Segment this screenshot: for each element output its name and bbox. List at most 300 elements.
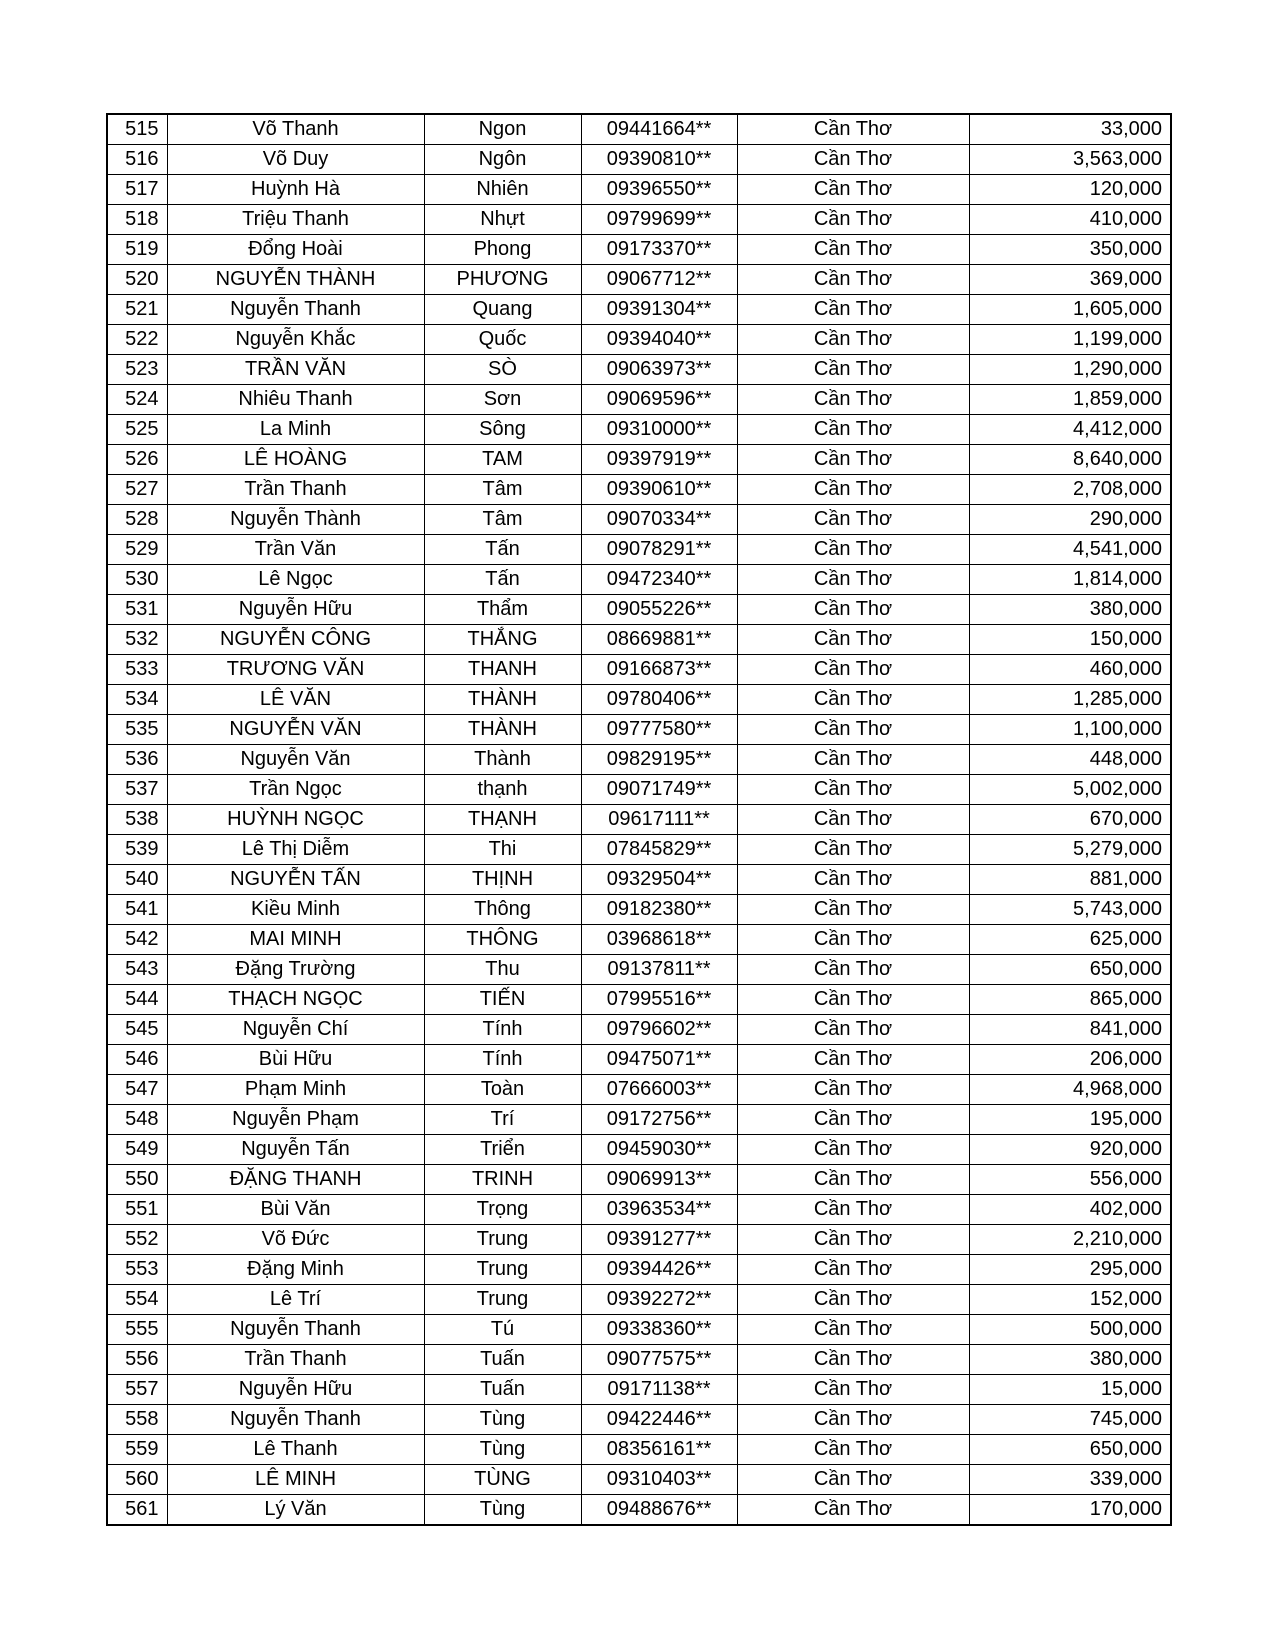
amount-cell: 170,000: [969, 1495, 1171, 1526]
roster-table: [106, 113, 1172, 1526]
amount-cell: 4,968,000: [969, 1075, 1171, 1105]
row-number-cell: 539: [107, 835, 167, 865]
table-row: [107, 415, 1171, 445]
amount-cell: 5,743,000: [969, 895, 1171, 925]
amount-cell: 120,000: [969, 175, 1171, 205]
amount-cell: 625,000: [969, 925, 1171, 955]
table-row: [107, 745, 1171, 775]
city-cell: Cần Thơ: [737, 985, 969, 1015]
given-name-cell: Tấn: [424, 535, 581, 565]
row-number-cell: 523: [107, 355, 167, 385]
city-cell: Cần Thơ: [737, 1465, 969, 1495]
city-cell: Cần Thơ: [737, 295, 969, 325]
table-row: [107, 145, 1171, 175]
city-cell: Cần Thơ: [737, 1255, 969, 1285]
amount-cell: 865,000: [969, 985, 1171, 1015]
given-name-cell: Trí: [424, 1105, 581, 1135]
given-name-cell: Thi: [424, 835, 581, 865]
amount-cell: 841,000: [969, 1015, 1171, 1045]
surname-middle-name-cell: Nguyễn Hữu: [167, 1375, 424, 1405]
surname-middle-name-cell: Nguyễn Văn: [167, 745, 424, 775]
table-row: [107, 535, 1171, 565]
surname-middle-name-cell: Huỳnh Hà: [167, 175, 424, 205]
surname-middle-name-cell: NGUYỄN THÀNH: [167, 265, 424, 295]
phone-number-cell: 09173370**: [581, 235, 737, 265]
phone-number-cell: 09459030**: [581, 1135, 737, 1165]
table-row: [107, 235, 1171, 265]
surname-middle-name-cell: LÊ HOÀNG: [167, 445, 424, 475]
table-row: [107, 1105, 1171, 1135]
given-name-cell: TÙNG: [424, 1465, 581, 1495]
phone-number-cell: 09390610**: [581, 475, 737, 505]
city-cell: Cần Thơ: [737, 505, 969, 535]
row-number-cell: 547: [107, 1075, 167, 1105]
amount-cell: 380,000: [969, 595, 1171, 625]
row-number-cell: 553: [107, 1255, 167, 1285]
surname-middle-name-cell: La Minh: [167, 415, 424, 445]
row-number-cell: 516: [107, 145, 167, 175]
given-name-cell: Thẩm: [424, 595, 581, 625]
city-cell: Cần Thơ: [737, 1285, 969, 1315]
city-cell: Cần Thơ: [737, 535, 969, 565]
row-number-cell: 536: [107, 745, 167, 775]
row-number-cell: 550: [107, 1165, 167, 1195]
row-number-cell: 531: [107, 595, 167, 625]
surname-middle-name-cell: Đặng Trường: [167, 955, 424, 985]
given-name-cell: PHƯƠNG: [424, 265, 581, 295]
table-row: [107, 1435, 1171, 1465]
surname-middle-name-cell: Triệu Thanh: [167, 205, 424, 235]
city-cell: Cần Thơ: [737, 235, 969, 265]
surname-middle-name-cell: Bùi Văn: [167, 1195, 424, 1225]
city-cell: Cần Thơ: [737, 1435, 969, 1465]
surname-middle-name-cell: LÊ MINH: [167, 1465, 424, 1495]
phone-number-cell: 09796602**: [581, 1015, 737, 1045]
table-row: [107, 1165, 1171, 1195]
row-number-cell: 525: [107, 415, 167, 445]
surname-middle-name-cell: Trần Thanh: [167, 475, 424, 505]
table-row: [107, 265, 1171, 295]
row-number-cell: 522: [107, 325, 167, 355]
city-cell: Cần Thơ: [737, 265, 969, 295]
phone-number-cell: 03963534**: [581, 1195, 737, 1225]
surname-middle-name-cell: Nguyễn Thanh: [167, 1405, 424, 1435]
row-number-cell: 534: [107, 685, 167, 715]
given-name-cell: THẠNH: [424, 805, 581, 835]
phone-number-cell: 09172756**: [581, 1105, 737, 1135]
table-row: [107, 565, 1171, 595]
amount-cell: 1,290,000: [969, 355, 1171, 385]
surname-middle-name-cell: Nguyễn Phạm: [167, 1105, 424, 1135]
surname-middle-name-cell: Lê Thị Diễm: [167, 835, 424, 865]
phone-number-cell: 09799699**: [581, 205, 737, 235]
city-cell: Cần Thơ: [737, 114, 969, 145]
given-name-cell: TIẾN: [424, 985, 581, 1015]
row-number-cell: 533: [107, 655, 167, 685]
phone-number-cell: 09055226**: [581, 595, 737, 625]
table-row: [107, 655, 1171, 685]
table-row: [107, 385, 1171, 415]
city-cell: Cần Thơ: [737, 925, 969, 955]
given-name-cell: Triển: [424, 1135, 581, 1165]
given-name-cell: Toàn: [424, 1075, 581, 1105]
given-name-cell: Tuấn: [424, 1375, 581, 1405]
phone-number-cell: 09338360**: [581, 1315, 737, 1345]
city-cell: Cần Thơ: [737, 745, 969, 775]
phone-number-cell: 09391277**: [581, 1225, 737, 1255]
row-number-cell: 535: [107, 715, 167, 745]
row-number-cell: 558: [107, 1405, 167, 1435]
phone-number-cell: 09396550**: [581, 175, 737, 205]
phone-number-cell: 09069596**: [581, 385, 737, 415]
table-row: [107, 895, 1171, 925]
given-name-cell: Nhựt: [424, 205, 581, 235]
amount-cell: 290,000: [969, 505, 1171, 535]
amount-cell: 3,563,000: [969, 145, 1171, 175]
given-name-cell: Phong: [424, 235, 581, 265]
city-cell: Cần Thơ: [737, 355, 969, 385]
phone-number-cell: 09063973**: [581, 355, 737, 385]
amount-cell: 2,210,000: [969, 1225, 1171, 1255]
surname-middle-name-cell: Nguyễn Thanh: [167, 295, 424, 325]
table-row: [107, 295, 1171, 325]
table-row: [107, 1465, 1171, 1495]
table-row: [107, 865, 1171, 895]
surname-middle-name-cell: NGUYỄN TẤN: [167, 865, 424, 895]
city-cell: Cần Thơ: [737, 865, 969, 895]
amount-cell: 295,000: [969, 1255, 1171, 1285]
phone-number-cell: 09182380**: [581, 895, 737, 925]
city-cell: Cần Thơ: [737, 1015, 969, 1045]
table-row: [107, 325, 1171, 355]
amount-cell: 4,541,000: [969, 535, 1171, 565]
surname-middle-name-cell: Trần Ngọc: [167, 775, 424, 805]
phone-number-cell: 08669881**: [581, 625, 737, 655]
surname-middle-name-cell: Đặng Minh: [167, 1255, 424, 1285]
city-cell: Cần Thơ: [737, 175, 969, 205]
row-number-cell: 528: [107, 505, 167, 535]
phone-number-cell: 09069913**: [581, 1165, 737, 1195]
row-number-cell: 560: [107, 1465, 167, 1495]
given-name-cell: SÒ: [424, 355, 581, 385]
phone-number-cell: 09166873**: [581, 655, 737, 685]
phone-number-cell: 09310403**: [581, 1465, 737, 1495]
phone-number-cell: 03968618**: [581, 925, 737, 955]
row-number-cell: 519: [107, 235, 167, 265]
table-row: [107, 1285, 1171, 1315]
amount-cell: 448,000: [969, 745, 1171, 775]
row-number-cell: 532: [107, 625, 167, 655]
row-number-cell: 546: [107, 1045, 167, 1075]
given-name-cell: Quang: [424, 295, 581, 325]
table-row: [107, 1045, 1171, 1075]
given-name-cell: Tâm: [424, 475, 581, 505]
surname-middle-name-cell: NGUYỄN CÔNG: [167, 625, 424, 655]
row-number-cell: 540: [107, 865, 167, 895]
table-row: [107, 955, 1171, 985]
surname-middle-name-cell: Nguyễn Thanh: [167, 1315, 424, 1345]
given-name-cell: THÀNH: [424, 685, 581, 715]
phone-number-cell: 07995516**: [581, 985, 737, 1015]
phone-number-cell: 09391304**: [581, 295, 737, 325]
city-cell: Cần Thơ: [737, 835, 969, 865]
given-name-cell: Tuấn: [424, 1345, 581, 1375]
city-cell: Cần Thơ: [737, 1225, 969, 1255]
row-number-cell: 544: [107, 985, 167, 1015]
table-row: [107, 1315, 1171, 1345]
city-cell: Cần Thơ: [737, 385, 969, 415]
amount-cell: 650,000: [969, 955, 1171, 985]
phone-number-cell: 09780406**: [581, 685, 737, 715]
surname-middle-name-cell: HUỲNH NGỌC: [167, 805, 424, 835]
city-cell: Cần Thơ: [737, 685, 969, 715]
table-row: [107, 1405, 1171, 1435]
given-name-cell: thạnh: [424, 775, 581, 805]
city-cell: Cần Thơ: [737, 475, 969, 505]
city-cell: Cần Thơ: [737, 1345, 969, 1375]
amount-cell: 369,000: [969, 265, 1171, 295]
given-name-cell: Ngôn: [424, 145, 581, 175]
phone-number-cell: 09422446**: [581, 1405, 737, 1435]
surname-middle-name-cell: Võ Đức: [167, 1225, 424, 1255]
row-number-cell: 548: [107, 1105, 167, 1135]
row-number-cell: 556: [107, 1345, 167, 1375]
city-cell: Cần Thơ: [737, 595, 969, 625]
table-row: [107, 775, 1171, 805]
surname-middle-name-cell: THẠCH NGỌC: [167, 985, 424, 1015]
city-cell: Cần Thơ: [737, 715, 969, 745]
row-number-cell: 542: [107, 925, 167, 955]
city-cell: Cần Thơ: [737, 1045, 969, 1075]
surname-middle-name-cell: Lê Trí: [167, 1285, 424, 1315]
row-number-cell: 561: [107, 1495, 167, 1526]
given-name-cell: Trung: [424, 1285, 581, 1315]
table-row: [107, 175, 1171, 205]
phone-number-cell: 09078291**: [581, 535, 737, 565]
amount-cell: 15,000: [969, 1375, 1171, 1405]
given-name-cell: Sơn: [424, 385, 581, 415]
surname-middle-name-cell: Lê Ngọc: [167, 565, 424, 595]
amount-cell: 8,640,000: [969, 445, 1171, 475]
amount-cell: 339,000: [969, 1465, 1171, 1495]
phone-number-cell: 07666003**: [581, 1075, 737, 1105]
surname-middle-name-cell: Lê Thanh: [167, 1435, 424, 1465]
phone-number-cell: 09310000**: [581, 415, 737, 445]
city-cell: Cần Thơ: [737, 625, 969, 655]
phone-number-cell: 09394040**: [581, 325, 737, 355]
city-cell: Cần Thơ: [737, 1405, 969, 1435]
surname-middle-name-cell: LÊ VĂN: [167, 685, 424, 715]
amount-cell: 881,000: [969, 865, 1171, 895]
phone-number-cell: 09397919**: [581, 445, 737, 475]
given-name-cell: Trung: [424, 1225, 581, 1255]
table-row: [107, 1135, 1171, 1165]
table-row: [107, 685, 1171, 715]
amount-cell: 745,000: [969, 1405, 1171, 1435]
given-name-cell: Tính: [424, 1015, 581, 1045]
row-number-cell: 537: [107, 775, 167, 805]
surname-middle-name-cell: Nguyễn Chí: [167, 1015, 424, 1045]
phone-number-cell: 09070334**: [581, 505, 737, 535]
table-row: [107, 835, 1171, 865]
amount-cell: 556,000: [969, 1165, 1171, 1195]
table-row: [107, 1495, 1171, 1526]
city-cell: Cần Thơ: [737, 325, 969, 355]
amount-cell: 380,000: [969, 1345, 1171, 1375]
row-number-cell: 529: [107, 535, 167, 565]
amount-cell: 410,000: [969, 205, 1171, 235]
city-cell: Cần Thơ: [737, 1315, 969, 1345]
given-name-cell: THẮNG: [424, 625, 581, 655]
amount-cell: 5,279,000: [969, 835, 1171, 865]
city-cell: Cần Thơ: [737, 1375, 969, 1405]
given-name-cell: THÀNH: [424, 715, 581, 745]
amount-cell: 1,859,000: [969, 385, 1171, 415]
amount-cell: 920,000: [969, 1135, 1171, 1165]
roster-table-body: [107, 114, 1171, 1525]
surname-middle-name-cell: Nhiêu Thanh: [167, 385, 424, 415]
city-cell: Cần Thơ: [737, 775, 969, 805]
amount-cell: 4,412,000: [969, 415, 1171, 445]
phone-number-cell: 09394426**: [581, 1255, 737, 1285]
row-number-cell: 526: [107, 445, 167, 475]
surname-middle-name-cell: NGUYỄN VĂN: [167, 715, 424, 745]
city-cell: Cần Thơ: [737, 415, 969, 445]
phone-number-cell: 09475071**: [581, 1045, 737, 1075]
table-row: [107, 1195, 1171, 1225]
row-number-cell: 521: [107, 295, 167, 325]
row-number-cell: 527: [107, 475, 167, 505]
row-number-cell: 538: [107, 805, 167, 835]
table-row: [107, 1075, 1171, 1105]
row-number-cell: 555: [107, 1315, 167, 1345]
given-name-cell: Trọng: [424, 1195, 581, 1225]
given-name-cell: THÔNG: [424, 925, 581, 955]
phone-number-cell: 08356161**: [581, 1435, 737, 1465]
phone-number-cell: 09137811**: [581, 955, 737, 985]
surname-middle-name-cell: Đổng Hoài: [167, 235, 424, 265]
row-number-cell: 541: [107, 895, 167, 925]
amount-cell: 350,000: [969, 235, 1171, 265]
amount-cell: 195,000: [969, 1105, 1171, 1135]
amount-cell: 33,000: [969, 114, 1171, 145]
phone-number-cell: 09077575**: [581, 1345, 737, 1375]
surname-middle-name-cell: Phạm Minh: [167, 1075, 424, 1105]
surname-middle-name-cell: Nguyễn Thành: [167, 505, 424, 535]
table-row: [107, 205, 1171, 235]
city-cell: Cần Thơ: [737, 145, 969, 175]
given-name-cell: THANH: [424, 655, 581, 685]
table-row: [107, 985, 1171, 1015]
amount-cell: 150,000: [969, 625, 1171, 655]
phone-number-cell: 09777580**: [581, 715, 737, 745]
given-name-cell: Tú: [424, 1315, 581, 1345]
row-number-cell: 559: [107, 1435, 167, 1465]
amount-cell: 460,000: [969, 655, 1171, 685]
phone-number-cell: 09067712**: [581, 265, 737, 295]
row-number-cell: 518: [107, 205, 167, 235]
phone-number-cell: 09441664**: [581, 114, 737, 145]
amount-cell: 206,000: [969, 1045, 1171, 1075]
row-number-cell: 549: [107, 1135, 167, 1165]
surname-middle-name-cell: Nguyễn Hữu: [167, 595, 424, 625]
row-number-cell: 557: [107, 1375, 167, 1405]
amount-cell: 1,199,000: [969, 325, 1171, 355]
phone-number-cell: 09329504**: [581, 865, 737, 895]
table-row: [107, 114, 1171, 145]
amount-cell: 1,285,000: [969, 685, 1171, 715]
table-row: [107, 1345, 1171, 1375]
given-name-cell: Tùng: [424, 1495, 581, 1526]
surname-middle-name-cell: Bùi Hữu: [167, 1045, 424, 1075]
table-row: [107, 445, 1171, 475]
table-row: [107, 595, 1171, 625]
table-row: [107, 1225, 1171, 1255]
surname-middle-name-cell: Trần Thanh: [167, 1345, 424, 1375]
given-name-cell: Thu: [424, 955, 581, 985]
given-name-cell: Quốc: [424, 325, 581, 355]
city-cell: Cần Thơ: [737, 445, 969, 475]
amount-cell: 670,000: [969, 805, 1171, 835]
row-number-cell: 554: [107, 1285, 167, 1315]
surname-middle-name-cell: Trần Văn: [167, 535, 424, 565]
surname-middle-name-cell: Kiều Minh: [167, 895, 424, 925]
table-row: [107, 805, 1171, 835]
amount-cell: 500,000: [969, 1315, 1171, 1345]
phone-number-cell: 09171138**: [581, 1375, 737, 1405]
table-row: [107, 715, 1171, 745]
phone-number-cell: 09390810**: [581, 145, 737, 175]
given-name-cell: THỊNH: [424, 865, 581, 895]
given-name-cell: Tấn: [424, 565, 581, 595]
given-name-cell: Tùng: [424, 1405, 581, 1435]
given-name-cell: Trung: [424, 1255, 581, 1285]
amount-cell: 1,605,000: [969, 295, 1171, 325]
amount-cell: 152,000: [969, 1285, 1171, 1315]
phone-number-cell: 09392272**: [581, 1285, 737, 1315]
row-number-cell: 545: [107, 1015, 167, 1045]
phone-number-cell: 09488676**: [581, 1495, 737, 1526]
row-number-cell: 517: [107, 175, 167, 205]
row-number-cell: 551: [107, 1195, 167, 1225]
row-number-cell: 520: [107, 265, 167, 295]
surname-middle-name-cell: TRẦN VĂN: [167, 355, 424, 385]
row-number-cell: 530: [107, 565, 167, 595]
surname-middle-name-cell: Võ Thanh: [167, 114, 424, 145]
amount-cell: 2,708,000: [969, 475, 1171, 505]
amount-cell: 1,814,000: [969, 565, 1171, 595]
city-cell: Cần Thơ: [737, 1105, 969, 1135]
amount-cell: 650,000: [969, 1435, 1171, 1465]
amount-cell: 402,000: [969, 1195, 1171, 1225]
table-row: [107, 1375, 1171, 1405]
amount-cell: 5,002,000: [969, 775, 1171, 805]
surname-middle-name-cell: Nguyễn Tấn: [167, 1135, 424, 1165]
table-row: [107, 505, 1171, 535]
surname-middle-name-cell: MAI MINH: [167, 925, 424, 955]
phone-number-cell: 09829195**: [581, 745, 737, 775]
city-cell: Cần Thơ: [737, 1495, 969, 1526]
given-name-cell: Thông: [424, 895, 581, 925]
given-name-cell: Ngon: [424, 114, 581, 145]
given-name-cell: Tùng: [424, 1435, 581, 1465]
city-cell: Cần Thơ: [737, 1165, 969, 1195]
table-row: [107, 475, 1171, 505]
given-name-cell: Sông: [424, 415, 581, 445]
city-cell: Cần Thơ: [737, 1075, 969, 1105]
city-cell: Cần Thơ: [737, 895, 969, 925]
given-name-cell: TRINH: [424, 1165, 581, 1195]
